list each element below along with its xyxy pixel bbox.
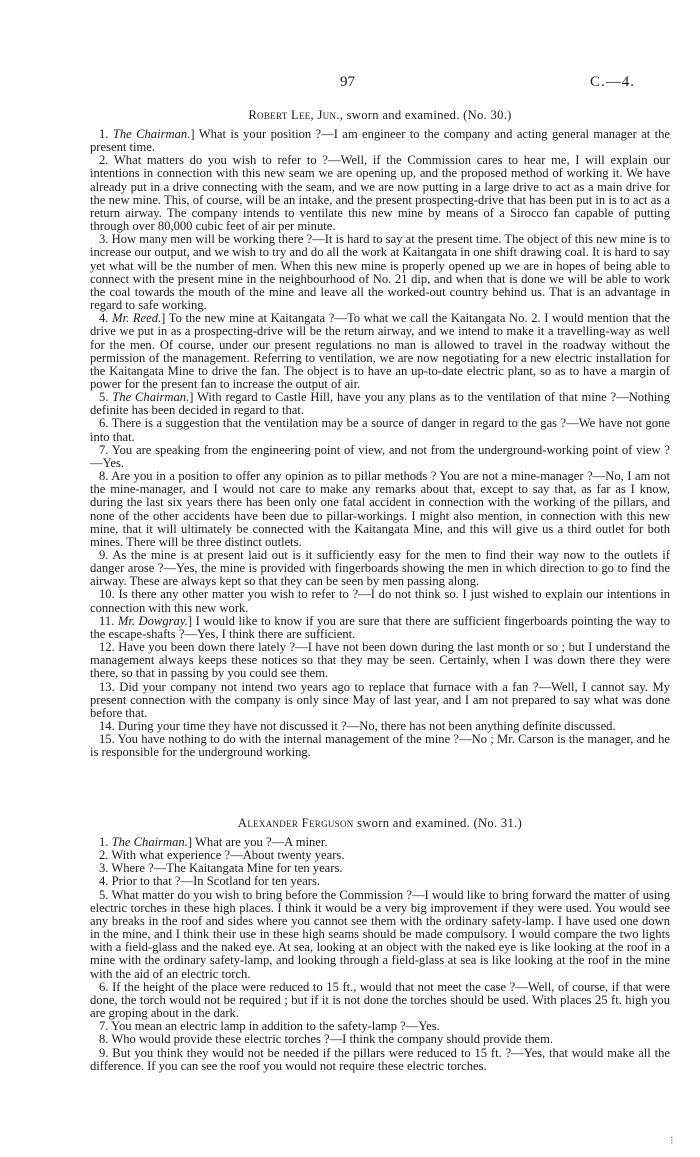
qa-paragraph bbox=[90, 470, 670, 549]
qa-text: You mean an electric lamp in addition to the safety-lamp ?—Yes. bbox=[111, 1019, 440, 1034]
qa-paragraph bbox=[90, 981, 670, 1020]
question-number: 1. bbox=[99, 835, 109, 849]
speaker-name: The Chairman. bbox=[111, 835, 188, 849]
qa-paragraph bbox=[90, 889, 670, 981]
qa-text: Prior to that ?—In Scotland for ten years. bbox=[111, 874, 321, 889]
question-number: 13. bbox=[99, 679, 115, 694]
qa-text: ] With regard to Castle Hill, have you any plans as to the ventilation of that mine ?—Nothing definite has been decided in regard to that. bbox=[90, 390, 670, 418]
qa-text: Are you in a position to offer any opinion as to pillar methods ? You are not a mine-manager ?—No, I am not the mine-manager, and I would not care to make any remarks about that, except to say that, as far as I know, during the last six years there has been only one fatal accident in connection with the working of the pillars, and none of the other accidents have been due to pillar-workings. I might also mention, in connection with this new mine, that it will ultimately be connected with the Kaitangata Mine, and this will give us a third outlet for both mines. There will be three distinct outlets. bbox=[90, 469, 670, 549]
question-number: 5. bbox=[99, 887, 109, 902]
qa-text: Have you been down there lately ?—I have not been down during the last month or so ; but I understand the management always keeps these notices so that they may be seen. Certainly, when I was down there they were there, so that in passing by you could see them. bbox=[90, 640, 670, 681]
qa-text: What matters do you wish to refer to ?—Well, if the Commission cares to hear me, I will explain our intentions in connection with this new seam we are opening up, and the proposed method of working it. We have already put in a drive connecting with the seam, and we are now putting in a large drive to act as a main drive for the new mine. This, of course, will be an intake, and the present prospecting-drive that has been put in is to act as a return airway. The company intends to ventilate this new mine by means of a Sirocco fan capable of putting through over 80,000 cubic feet of air per minute. bbox=[90, 153, 671, 234]
page-header bbox=[0, 74, 700, 96]
qa-text: ] To the new mine at Kaitangata ?—To what we call the Kaitangata No. 2. I would mention that the drive we put in as a prospecting-drive will be the return airway, and we intend to make it a travelling-way as well for the men. Of course, under our present regulations no man is allowed to travel in the roadway without the permission of the management. Referring to ventilation, we are now negotiating for a new electric installation for the Kaitangata Mine to drive the fan. The object is to have an up-to-date electric plant, so as to have a margin of power for the present fan to increase the output of air. bbox=[90, 311, 670, 391]
qa-paragraph bbox=[90, 417, 670, 443]
speaker-name: Mr. Dowgray. bbox=[117, 613, 188, 628]
qa-text: With what experience ?—About twenty years. bbox=[111, 848, 345, 863]
question-number: 7. bbox=[99, 442, 109, 457]
section-title-rest: , sworn and examined. (No. 30.) bbox=[339, 108, 512, 122]
question-number: 7. bbox=[99, 1019, 109, 1034]
question-number: 3. bbox=[99, 232, 109, 247]
qa-text: As the mine is at present laid out is it sufficiently easy for the men to find their way now to the outlets if danger arose ?—Yes, the mine is provided with fingerboards showing the men in which direction to go to find the airway. These are always kept so that they can be seen by men passing along. bbox=[90, 548, 670, 589]
qa-text: Where ?—The Kaitangata Mine for ten years. bbox=[111, 861, 343, 876]
qa-text: You are speaking from the engineering point of view, and not from the underground-working point of view ?—Yes. bbox=[90, 442, 671, 470]
qa-paragraph bbox=[90, 549, 670, 588]
question-number: 4. bbox=[99, 311, 109, 326]
qa-text: ] I would like to know if you are sure that there are sufficient fingerboards pointing the way to the escape-shafts ?—Yes, I think there are sufficient. bbox=[90, 613, 670, 641]
section-title-rest: sworn and examined. (No. 31.) bbox=[353, 816, 523, 830]
question-number: 2. bbox=[99, 153, 109, 168]
qa-list bbox=[90, 836, 670, 1073]
qa-paragraph bbox=[90, 733, 670, 759]
qa-paragraph bbox=[90, 1047, 670, 1073]
question-number: 5. bbox=[99, 390, 109, 405]
page-number: 97 bbox=[340, 74, 355, 90]
qa-paragraph bbox=[90, 233, 670, 312]
question-number: 8. bbox=[99, 469, 109, 484]
witness-name: Alexander Ferguson bbox=[237, 816, 354, 830]
witness-name: Robert Lee, Jun. bbox=[248, 108, 340, 122]
qa-text: Is there any other matter you wish to refer to ?—I do not think so. I just wished to explain our intentions in connection with this new work. bbox=[90, 587, 670, 615]
qa-paragraph bbox=[90, 588, 670, 614]
qa-paragraph bbox=[90, 391, 670, 417]
qa-paragraph bbox=[90, 615, 670, 641]
qa-text: ] What are you ?—A miner. bbox=[187, 835, 328, 849]
qa-text: Did your company not intend two years ago to replace that furnace with a fan ?—Well, I cannot say. My present connection with the company is only since May of last year, and I am not prepared to say what was done before that. bbox=[90, 679, 670, 720]
qa-text: During your time they have not discussed it ?—No, there has not been anything definite discussed. bbox=[117, 719, 616, 734]
qa-text: How many men will be working there ?—It is hard to say at the present time. The object of this new mine is to increase our output, and we wish to try and do all the work at Kaitangata in one shift drawing coal. It is hard to say yet what will be the number of men. When this new mine is properly opened up we are in hopes of being able to connect with the present mine in the neighbourhood of No. 21 dip, and when that is done we will be able to work the coal towards the mouth of the mine and leave all the worked-out country behind us. That is an advantage in regard to safe working. bbox=[90, 232, 670, 313]
qa-paragraph bbox=[90, 641, 670, 680]
qa-text: Who would provide these electric torches ?—I think the company should provide them. bbox=[111, 1032, 554, 1047]
speaker-name: Mr. Reed. bbox=[112, 311, 162, 326]
question-number: 10. bbox=[99, 587, 115, 602]
qa-text: But you think they would not be needed if the pillars were reduced to 15 ft. ?—Yes, that would make all the difference. If you can see the roof you would not require these electric torches. bbox=[90, 1045, 670, 1073]
question-number: 3. bbox=[99, 861, 109, 876]
examination-section-30 bbox=[90, 108, 670, 760]
question-number: 11. bbox=[99, 613, 115, 628]
margin-mark: ⁝ bbox=[670, 1135, 674, 1147]
question-number: 4. bbox=[99, 874, 109, 889]
speaker-name: The Chairman. bbox=[112, 390, 190, 405]
question-number: 6. bbox=[99, 979, 109, 994]
question-number: 8. bbox=[99, 1032, 109, 1047]
qa-paragraph bbox=[90, 312, 670, 391]
qa-paragraph bbox=[90, 154, 670, 233]
document-reference: C.—4. bbox=[590, 74, 636, 90]
qa-text: There is a suggestion that the ventilation may be a source of danger in regard to the gas ?—We have not gone into that. bbox=[90, 416, 670, 444]
qa-text: You have nothing to do with the internal management of the mine ?—No ; Mr. Carson is the manager, and he is responsible for the underground working. bbox=[90, 732, 670, 760]
qa-text: ] What is your position ?—I am engineer to the company and acting general manager at the present time. bbox=[90, 127, 670, 155]
qa-paragraph bbox=[90, 681, 670, 720]
qa-text: If the height of the place were reduced to 15 ft., would that not meet the case ?—Well, of course, if that were done, the torch would not be required ; but if it is not done the torches should be used. With places 25 ft. high you are groping about in the dark. bbox=[90, 979, 671, 1021]
speaker-name: The Chairman. bbox=[112, 127, 191, 141]
question-number: 1. bbox=[99, 127, 109, 141]
question-number: 2. bbox=[99, 848, 109, 863]
qa-paragraph bbox=[90, 128, 670, 154]
examination-section-31 bbox=[90, 816, 670, 1073]
question-number: 6. bbox=[99, 416, 109, 431]
question-number: 9. bbox=[99, 548, 109, 562]
qa-list bbox=[90, 128, 670, 760]
question-number: 12. bbox=[99, 640, 115, 655]
section-title bbox=[90, 108, 670, 123]
question-number: 15. bbox=[99, 732, 115, 747]
qa-paragraph bbox=[90, 444, 670, 470]
qa-text: What matter do you wish to bring before the Commission ?—I would like to bring forward the matter of using electric torches in these high places. I think it would be a very big improvement if they were used. You would see any breaks in the roof and sides where you cannot see them with the ordinary safety-lamp. I have used one down in the mine, and I think their use in these high seams should be made compulsory. I would compare the two lights with a field-glass and the naked eye. At sea, looking at an object with the naked eye is like looking at the roof in a mine with the ordinary safety-lamp, and looking through a field-glass at sea is like looking at the roof in the mine with the aid of an electric torch. bbox=[90, 887, 670, 981]
question-number: 9. bbox=[99, 1045, 109, 1060]
question-number: 14. bbox=[99, 719, 115, 734]
section-title bbox=[90, 816, 670, 831]
